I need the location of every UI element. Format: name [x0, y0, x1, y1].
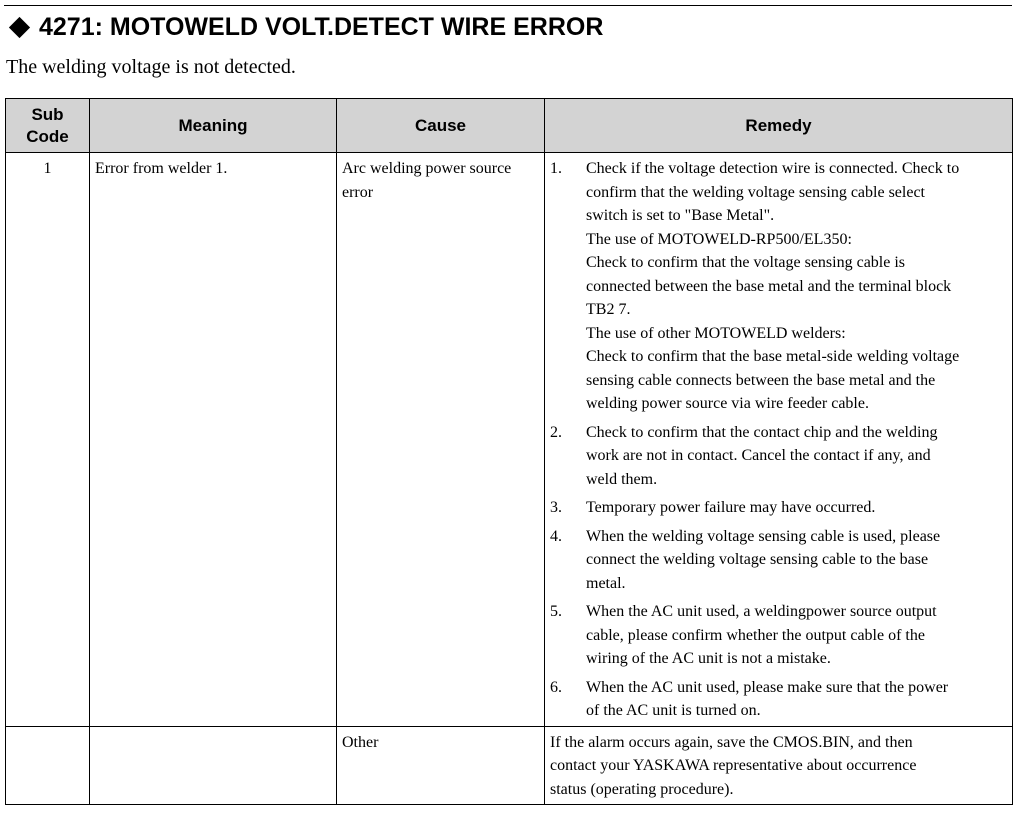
cause-line: Arc welding power source [342, 160, 512, 177]
cause-cell [337, 153, 545, 727]
remedy-line: weld them. [586, 470, 658, 488]
remedy-line: Check to confirm that the voltage sensing cable is [586, 254, 906, 271]
remedy-line: of the AC unit is turned on. [586, 702, 761, 719]
meaning-cell [90, 726, 337, 805]
remedy-steps [550, 157, 1007, 723]
remedy-step [550, 676, 1007, 723]
remedy-line: Check if the voltage detection wire is connected. Check to [586, 160, 960, 177]
header-remedy: Remedy [545, 99, 1013, 153]
remedy-line: metal. [586, 574, 626, 592]
remedy-line: confirm that the welding voltage sensing cable select [586, 183, 925, 201]
step-number: 6. [550, 678, 562, 696]
table-row [6, 726, 1013, 805]
step-number: 2. [550, 423, 562, 441]
sub-code-cell: 1 [6, 153, 90, 727]
remedy-line: cable, please confirm whether the output cable of the [586, 626, 925, 644]
remedy-line: The use of other MOTOWELD welders: [586, 324, 846, 342]
remedy-line: connected between the base metal and the terminal block [586, 277, 952, 295]
remedy-line: sensing cable connects between the base metal and the [586, 371, 936, 389]
remedy-line: contact your YASKAWA representative about occurrence [550, 757, 917, 774]
remedy-cell [545, 726, 1013, 805]
alarm-title: 4271: MOTOWELD VOLT.DETECT WIRE ERROR [39, 12, 604, 41]
remedy-line: When the AC unit used, a weldingpower source output [586, 603, 937, 620]
header-meaning: Meaning [90, 99, 337, 153]
remedy-line: TB2 7. [586, 301, 631, 318]
step-number: 5. [550, 603, 562, 620]
header-sub-code: Sub Code [6, 99, 90, 153]
remedy-line: Temporary power failure may have occurred. [586, 499, 876, 516]
remedy-line: Check to confirm that the contact chip and the welding [586, 423, 938, 441]
remedy-cell [545, 153, 1013, 727]
remedy-step [550, 496, 1007, 520]
alarm-table [5, 98, 1013, 805]
remedy-step [550, 525, 1007, 596]
remedy-line: The use of MOTOWELD-RP500/EL350: [586, 230, 852, 248]
table-header-row [6, 99, 1013, 153]
step-number: 3. [550, 499, 562, 516]
diamond-bullet-icon [9, 16, 30, 37]
cause-line: error [342, 183, 374, 201]
remedy-step [550, 421, 1007, 492]
sub-code-cell [6, 726, 90, 805]
remedy-step [550, 157, 1007, 416]
remedy-line: status (operating procedure). [550, 780, 734, 798]
top-rule [4, 5, 1012, 6]
remedy-line: welding power source via wire feeder cable. [586, 395, 869, 412]
remedy-line: connect the welding voltage sensing cable to the base [586, 551, 929, 568]
remedy-line: If the alarm occurs again, save the CMOS.BIN, and then [550, 733, 913, 751]
meaning-cell: Error from welder 1. [90, 153, 337, 727]
remedy-line: When the AC unit used, please make sure that the power [586, 678, 949, 696]
remedy-line: work are not in contact. Cancel the contact if any, and [586, 447, 931, 464]
remedy-line: Check to confirm that the base metal-side welding voltage [586, 348, 960, 365]
step-number: 1. [550, 160, 562, 177]
remedy-line: switch is set to "Base Metal". [586, 207, 775, 224]
step-number: 4. [550, 527, 562, 545]
table-row [6, 153, 1013, 727]
cause-cell: Other [337, 726, 545, 805]
header-cause: Cause [337, 99, 545, 153]
alarm-heading [6, 10, 603, 44]
remedy-line: When the welding voltage sensing cable is used, please [586, 527, 941, 545]
remedy-line: wiring of the AC unit is not a mistake. [586, 650, 831, 667]
remedy-step [550, 600, 1007, 671]
alarm-description: The welding voltage is not detected. [6, 56, 296, 78]
